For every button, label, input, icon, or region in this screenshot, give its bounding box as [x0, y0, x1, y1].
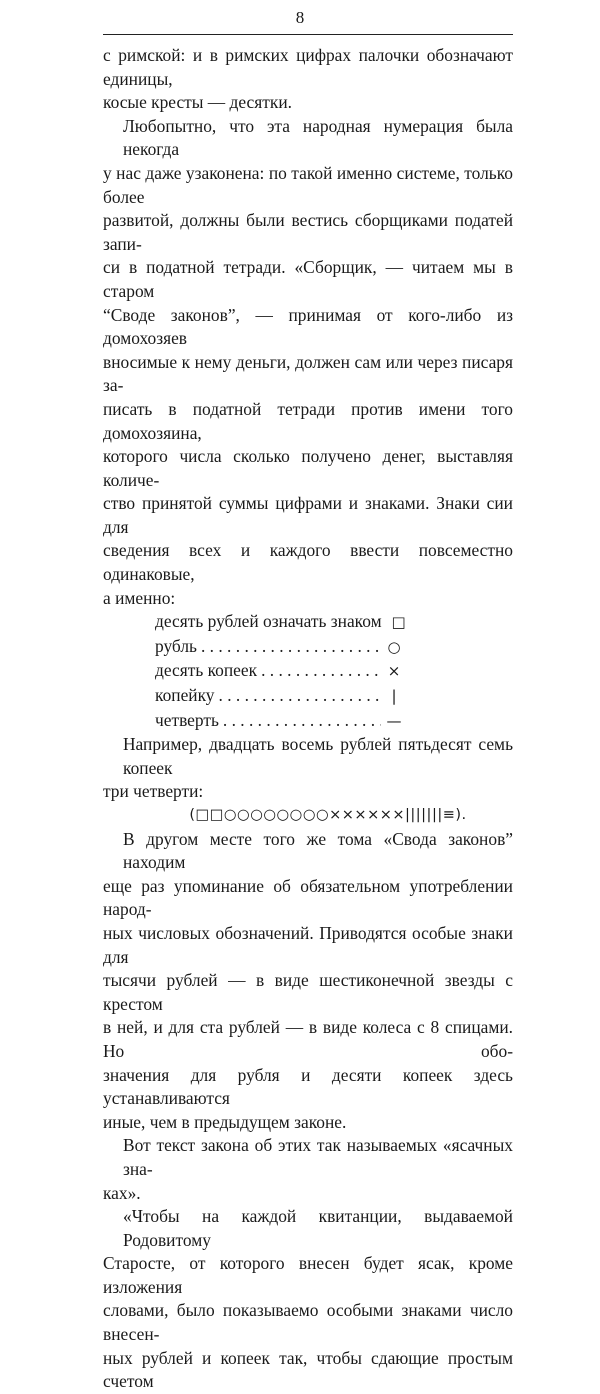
sign-symbol: □	[391, 613, 406, 632]
text-line: «Чтобы на каждой квитанции, выдаваемой Родовитому	[123, 1206, 513, 1250]
text-line: словами, было показываемо особыми знаками число внесен-	[103, 1300, 513, 1345]
example-formula: (□□○○○○○○○○××××××|||||||≡).	[189, 807, 467, 823]
text-line: косые кресты — десятки.	[103, 92, 292, 113]
text-line: а именно:	[103, 587, 176, 608]
text-line: Старосте, от которого внесен будет ясак, кроме изложения	[103, 1253, 513, 1297]
text-line: развитой, должны были вестись сборщиками податей запи-	[103, 210, 513, 254]
sign-symbol: ×	[387, 662, 401, 681]
sign-label: десять рублей означать знаком	[155, 611, 382, 632]
sign-symbol: —	[386, 711, 402, 730]
text-line: тысячи рублей — в виде шестиконечной звезды с крестом	[103, 970, 513, 1014]
paragraph-6	[103, 1205, 513, 1394]
leader-dots	[219, 684, 382, 708]
page-number: 8	[295, 8, 305, 27]
signs-table	[155, 610, 406, 733]
signs-row	[155, 659, 403, 684]
text-line: еще раз упоминание об обязательном употреблении народ-	[103, 875, 513, 920]
text-line: сведения всех и каждого ввести повсеместно одинаковые,	[103, 540, 513, 585]
text-line: вносимые к нему деньги, должен сам или через писаря за-	[103, 351, 513, 396]
sign-label: копейку	[155, 685, 215, 706]
text-line: которого числа сколько получено денег, выставляя количе-	[103, 446, 513, 490]
paragraph-4	[103, 828, 513, 1135]
sign-symbol: ○	[387, 637, 401, 656]
signs-row	[155, 635, 403, 660]
text-line: ках».	[103, 1182, 141, 1203]
leader-dots	[201, 635, 381, 659]
leader-dots	[261, 659, 381, 683]
text-line: значения для рубля и десяти копеек здесь устанавливаются	[103, 1064, 513, 1109]
header-rule	[103, 34, 513, 35]
text-line: с римской: и в римских цифрах палочки обозначают единицы,	[103, 45, 513, 89]
text-line: Любопытно, что эта народная нумерация была некогда	[123, 115, 513, 160]
text-line: у нас даже узаконена: по такой именно системе, только более	[103, 162, 513, 207]
text-line: “Своде законов”, — принимая от кого-либо из домохозяев	[103, 304, 513, 349]
signs-row	[155, 610, 406, 635]
sign-label: четверть	[155, 709, 219, 730]
sign-label: десять копеек	[155, 660, 258, 681]
body-text	[103, 44, 513, 1394]
text-line: писать в податной тетради против имени того домохозяина,	[103, 398, 513, 443]
sign-symbol: |	[391, 687, 397, 706]
text-line: си в податной тетради. «Сборщик, — читаем мы в старом	[103, 257, 513, 301]
text-line: ных числовых обозначений. Приводятся особые знаки для	[103, 922, 513, 967]
text-line: ных рублей и копеек так, чтобы сдающие простым счетом	[103, 1347, 513, 1392]
text-line: Например, двадцать восемь рублей пятьдесят семь копеек	[123, 734, 513, 778]
sign-label: рубль	[155, 635, 197, 656]
text-line: Вот текст закона об этих так называемых «ясачных зна-	[123, 1135, 513, 1179]
leader-dots	[223, 709, 381, 733]
text-line: три четверти:	[103, 781, 204, 802]
text-line: иные, чем в предыдущем законе.	[103, 1111, 347, 1132]
text-line: В другом месте того же тома «Свода законов” находим	[123, 828, 513, 873]
text-line: в ней, и для ста рублей — в виде колеса с 8 спицами. Но обо-	[103, 1017, 513, 1061]
paragraph-1	[103, 44, 513, 115]
paragraph-3	[103, 733, 513, 804]
paragraph-2	[103, 115, 513, 610]
signs-row	[155, 684, 403, 709]
text-line: ство принятой суммы цифрами и знаками. Знаки сии для	[103, 493, 513, 537]
paragraph-5	[103, 1134, 513, 1205]
signs-row	[155, 709, 403, 734]
